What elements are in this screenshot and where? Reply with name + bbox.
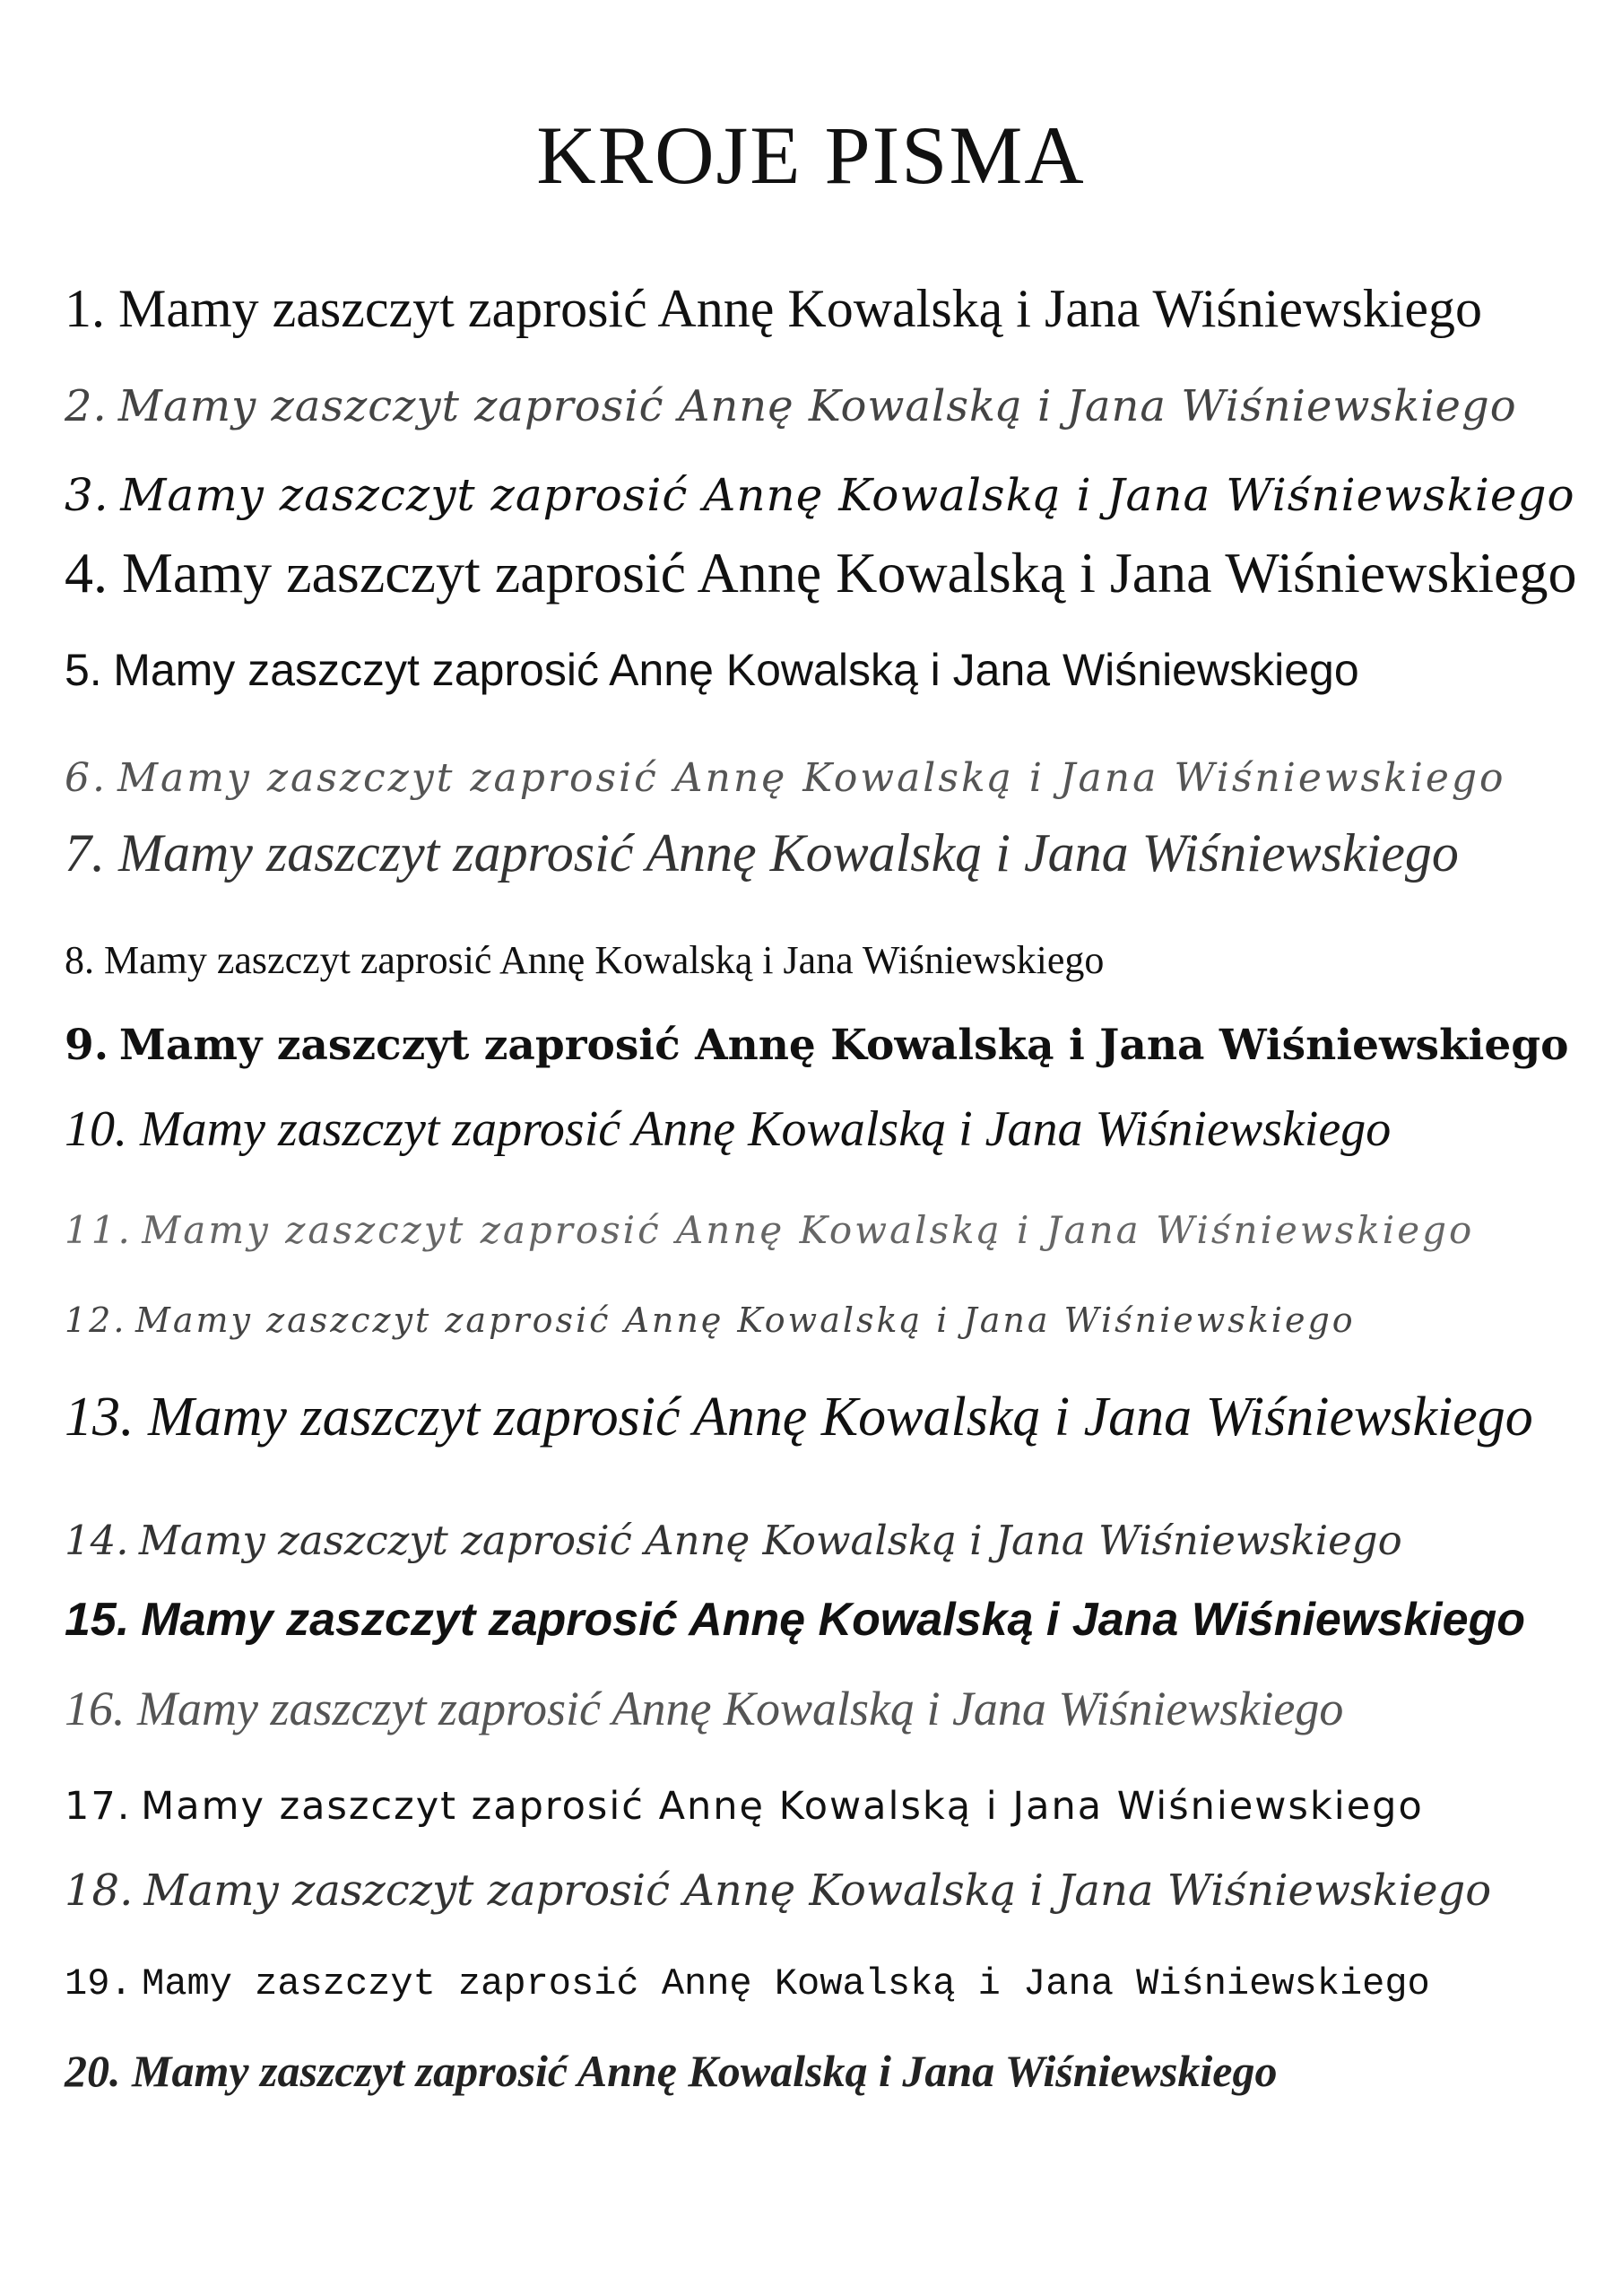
sample-text: Mamy zaszczyt zaprosić Annę Kowalską i Jana Wiśniewskiego xyxy=(118,823,1459,883)
font-sample-line xyxy=(65,1208,1474,1252)
sample-text: Mamy zaszczyt zaprosić Annę Kowalską i Jana Wiśniewskiego xyxy=(142,1962,1430,2005)
sample-number: 1. xyxy=(65,279,105,338)
sample-text: Mamy zaszczyt zaprosić Annę Kowalską i Jana Wiśniewskiego xyxy=(141,1594,1526,1646)
font-sample-line xyxy=(65,540,1576,606)
sample-number: 20. xyxy=(65,2046,121,2096)
font-sample-line xyxy=(65,755,1506,801)
sample-number: 14. xyxy=(65,1517,129,1564)
sample-number: 3. xyxy=(65,469,109,521)
sample-text: Mamy zaszczyt zaprosić Annę Kowalską i Jana Wiśniewskiego xyxy=(143,1866,1492,1916)
sample-number: 4. xyxy=(65,541,108,604)
sample-text: Mamy zaszczyt zaprosić Annę Kowalską i Jana Wiśniewskiego xyxy=(132,2046,1278,2096)
sample-text: Mamy zaszczyt zaprosić Annę Kowalską i Jana Wiśniewskiego xyxy=(138,1517,1402,1564)
font-sample-16 xyxy=(0,1668,1622,1749)
font-sample-3 xyxy=(0,453,1622,534)
font-sample-4 xyxy=(0,538,1622,619)
sample-text: Mamy zaszczyt zaprosić Annę Kowalską i Jana Wiśniewskiego xyxy=(141,1784,1424,1829)
font-sample-12 xyxy=(0,1272,1622,1352)
sample-text: Mamy zaszczyt zaprosić Annę Kowalską i Jana Wiśniewskiego xyxy=(117,381,1517,431)
font-sample-2 xyxy=(0,363,1622,444)
sample-text: Mamy zaszczyt zaprosić Annę Kowalską i Jana Wiśniewskiego xyxy=(113,645,1359,695)
sample-text: Mamy zaszczyt zaprosić Annę Kowalską i Jana Wiśniewskiego xyxy=(118,279,1483,338)
sample-number: 17. xyxy=(65,1784,132,1829)
sample-number: 10. xyxy=(65,1101,127,1157)
sample-number: 18. xyxy=(65,1866,134,1916)
font-sample-line xyxy=(65,1866,1491,1916)
sample-number: 11. xyxy=(65,1208,133,1252)
sample-number: 13. xyxy=(65,1387,134,1448)
font-sample-line xyxy=(65,381,1517,431)
sample-number: 15. xyxy=(65,1594,130,1646)
sample-text: Mamy zaszczyt zaprosić Annę Kowalską i Jana Wiśniewskiego xyxy=(118,1021,1569,1070)
font-sample-line xyxy=(65,1962,1430,2005)
sample-text: Mamy zaszczyt zaprosić Annę Kowalską i Jana Wiśniewskiego xyxy=(134,1300,1356,1340)
font-sample-19 xyxy=(0,1937,1622,2018)
font-sample-18 xyxy=(0,1848,1622,1928)
font-sample-line xyxy=(65,1681,1343,1736)
font-sample-line xyxy=(65,1593,1525,1647)
sample-text: Mamy zaszczyt zaprosić Annę Kowalską i Jana Wiśniewskiego xyxy=(137,1682,1344,1735)
sample-number: 9. xyxy=(65,1021,109,1070)
sample-number: 6. xyxy=(65,755,108,801)
font-sample-20 xyxy=(0,2029,1622,2109)
font-sample-7 xyxy=(0,816,1622,897)
font-sample-17 xyxy=(0,1761,1622,1841)
font-sample-9 xyxy=(0,1002,1622,1083)
sample-number: 2. xyxy=(65,381,108,431)
sample-text: Mamy zaszczyt zaprosić Annę Kowalską i Jana Wiśniewskiego xyxy=(104,938,1105,982)
font-sample-15 xyxy=(0,1578,1622,1659)
font-sample-line xyxy=(65,937,1104,983)
font-sample-13 xyxy=(0,1381,1622,1462)
sample-text: Mamy zaszczyt zaprosić Annę Kowalską i Jana Wiśniewskiego xyxy=(148,1387,1533,1448)
font-sample-line xyxy=(65,278,1482,340)
font-sample-1 xyxy=(0,272,1622,352)
sample-number: 5. xyxy=(65,645,102,695)
font-sample-6 xyxy=(0,733,1622,813)
sample-number: 19. xyxy=(65,1962,133,2005)
page-title: KROJE PISMA xyxy=(536,109,1086,201)
font-sample-11 xyxy=(0,1184,1622,1265)
sample-number: 12. xyxy=(65,1300,127,1340)
font-sample-line xyxy=(65,644,1359,696)
font-sample-line xyxy=(65,1517,1402,1564)
font-sample-line xyxy=(65,1300,1356,1340)
font-sample-line xyxy=(65,822,1459,884)
font-sample-line xyxy=(65,1386,1533,1449)
sample-number: 16. xyxy=(65,1682,126,1735)
sample-number: 8. xyxy=(65,938,94,982)
font-sample-10 xyxy=(0,1090,1622,1170)
sample-number: 7. xyxy=(65,823,105,883)
sample-text: Mamy zaszczyt zaprosić Annę Kowalską i Jana Wiśniewskiego xyxy=(122,541,1577,604)
sample-text: Mamy zaszczyt zaprosić Annę Kowalską i Jana Wiśniewskiego xyxy=(120,469,1575,521)
font-sample-line xyxy=(65,1021,1569,1070)
sample-text: Mamy zaszczyt zaprosić Annę Kowalską i Jana Wiśniewskiego xyxy=(117,755,1506,801)
sample-text: Mamy zaszczyt zaprosić Annę Kowalską i Jana Wiśniewskiego xyxy=(142,1208,1475,1252)
font-sample-8 xyxy=(0,915,1622,996)
font-sample-5 xyxy=(0,628,1622,709)
font-sample-line xyxy=(65,1784,1424,1829)
font-sample-line xyxy=(65,469,1575,521)
font-sample-line xyxy=(65,1100,1391,1158)
font-sample-14 xyxy=(0,1496,1622,1577)
sample-text: Mamy zaszczyt zaprosić Annę Kowalską i Jana Wiśniewskiego xyxy=(140,1101,1392,1157)
font-sample-line xyxy=(65,2045,1278,2097)
